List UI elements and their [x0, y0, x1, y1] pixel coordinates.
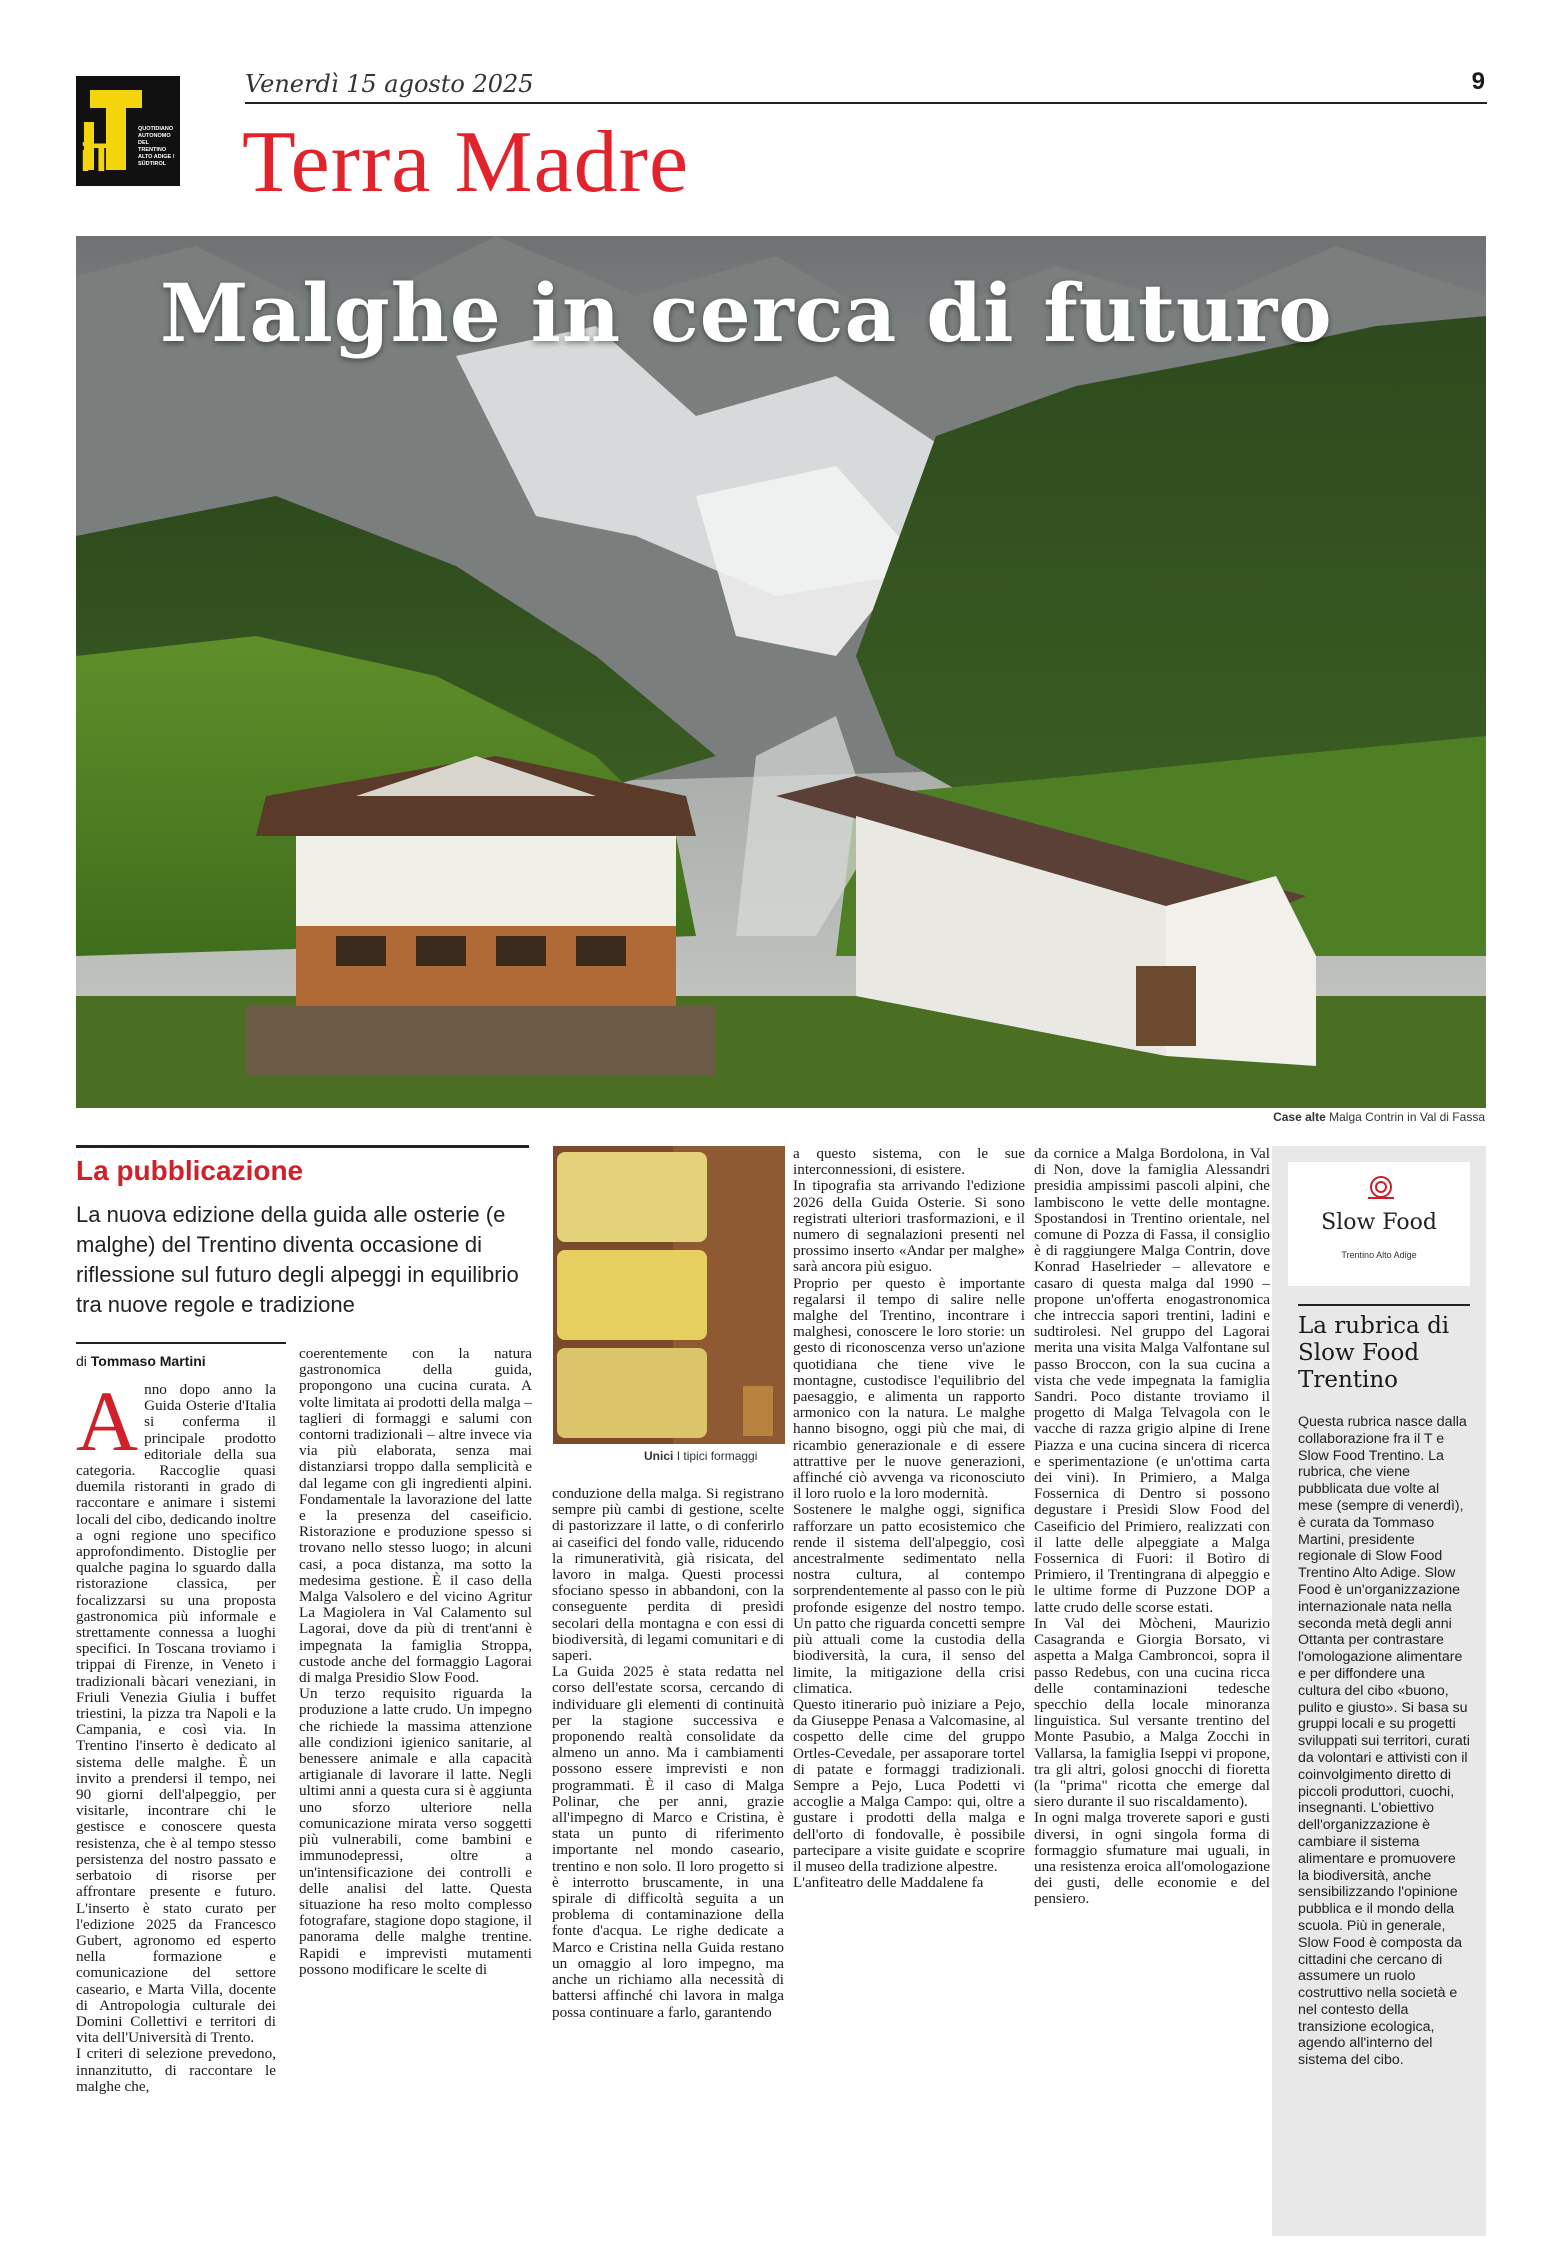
- article-column-5: da cornice a Malga Bordolona, in Val di Non, dove la famiglia Alessandri presidia ampissimi pascoli alpini, che lambiscono le vette delle montagne. Spostandosi in Trentino orientale, nel comune di Pozza di Fassa, il consiglio è di raggiungere Malga Contrin, dove Konrad Haselrieder – allevatore e casaro di questa malga dal 1990 – propone un'offerta enogastronomica che intreccia sapori trentini, ladini e sudtirolesi. Nel gruppo del Lagorai merita una visita Malga Valfontane sul passo Broccon, con la sua cucina a vista che vede impegnata la famiglia Sandri. Poco distante troviamo il progetto di Malga Telvagola con le vacche di razza grigio alpine di Irene Piazza e una cucina sincera di ricerca e sperimentazione (e un'ottima carta dei vini). In Primiero, a Malga Fossernica di Dentro si possono degustare i Presìdi Slow Food del Caseificio del Primiero, realizzati con il latte delle alpeggiate a Malga Fossernica di Fuori: il Botìro di Primiero, il Trentingrana di alpeggio e le ultime forme di Puzzone DOP a latte crudo delle scorse estati. In Val dei Mòcheni, Maurizio Casagranda e Giorgia Borsato, vi aspetta a Malga Cambroncoi, sopra il passo Redebus, con una cucina ricca delle contaminazioni tedesche specchio della locale minoranza linguistica. Sul versante trentino del Monte Pasubio, a Malga Zocchi in Vallarsa, la famiglia Iseppi vi propone, tra gli altri, golosi gnocchi di fioretta (la "prima" ricotta che emerge dal siero durante il suo riscaldamento). In ogni malga troverete sapori e gusti diversi, in ogni singola forma di formaggio sfumature mai uguali, in una resistenza eroica all'omologazione dei gusti, delle economie e del pensiero.: [1034, 1146, 1270, 1908]
- headline: Malghe in cerca di futuro: [160, 266, 1333, 360]
- kicker: La pubblicazione: [76, 1155, 304, 1186]
- slow-food-region: Trentino Alto Adige: [1341, 1250, 1417, 1260]
- article-column-1: [76, 1382, 276, 2232]
- cheese-caption: [644, 1449, 757, 1463]
- cheese-caption-label: Unici: [644, 1449, 674, 1463]
- cheese-caption-text: I tipici formaggi: [676, 1449, 758, 1463]
- snail-icon: [1366, 1174, 1396, 1200]
- issue-date: Venerdì 15 agosto 2025: [245, 70, 534, 98]
- article-column-4: a questo sistema, con le sue interconnessioni, di esistere. In tipografia sta arrivando l'edizione 2026 della Guida Osterie. Si sono registrati ulteriori trasformazioni, e il numero di segnalazioni presenti nel prossimo inserto «Andar per malghe» sarà ancora più esiguo. Proprio per questo è importante regalarsi il tempo di salire nelle malghe del Trentino, incontrare i malghesi, conoscere le loro storie: un gesto di riconoscenza verso un'azione quotidiana che tiene vive le montagne, custodisce l'equilibrio del paesaggio, e alimenta un rapporto armonico con la natura. Le malghe hanno bisogno, oggi più che mai, di ricambio generazionale e di essere attrattive per le nuove generazioni, affinché ciò avvenga va riconosciuto il loro ruolo e la loro modernità. Sostenere le malghe oggi, significa rafforzare un patto ecosistemico che rende il sistema dell'alpeggio, così ancestralmente sedimentato nella nostra cultura, al contempo sorprendentemente al passo con le più profonde esigenze del nostro tempo. Un patto che riguarda concetti sempre più attuali come la custodia della biodiversità, la cura, il senso del limite, la mitigazione della crisi climatica. Questo itinerario può iniziare a Pejo, da Giuseppe Penasa a Valcomasine, al cospetto delle cime del gruppo Ortles-Cevedale, per assaporare tortel di patate e formaggi tradizionali. Sempre a Pejo, Luca Podetti vi accoglie a Malga Campo: qui, oltre a gustare i prodotti della malga e dell'orto di fondovalle, è possibile partecipare a visite guidate e scoprire il museo della tradizione alpestre. L'anfiteatro delle Maddalene fa: [793, 1146, 1025, 1892]
- slow-food-logo: [1288, 1162, 1470, 1286]
- sidebar-body: Questa rubrica nasce dalla collaborazione fra il T e Slow Food Trentino. La rubrica, che viene pubblicata due volte al mese (sempre di venerdì), è curata da Tommaso Martini, presidente regionale di Slow Food Trentino Alto Adige. Slow Food è un'organizzazione internazionale nata nella seconda metà degli anni Ottanta per contrastare l'omologazione alimentare e per diffondere una cultura del cibo «buono, pulito e giusto». Si basa su gruppi locali e su progetti sviluppati sui territori, curati da volontari e attivisti con il coinvolgimento diretto di piccoli produttori, cuochi, insegnanti. L'obiettivo dell'organizzazione è cambiare il sistema alimentare e promuovere la biodiversità, anche sensibilizzando l'opinione pubblica e il mondo della scuola. Più in generale, Slow Food è composta da cittadini che cercano di assumere un ruolo costruttivo nella società e nel contesto della transizione ecologica, agendo all'interno del sistema del cibo.: [1298, 1414, 1470, 2069]
- main-photo: [76, 236, 1486, 1108]
- column-1-text: nno dopo anno la Guida Osterie d'Italia si conferma il principale prodotto editoriale della sua categoria. Raccoglie quasi duemila ristoranti in grado di raccontare e animare i sistemi locali del cibo, dedicando inoltre a ogni regione uno specifico approfondimento. Distoglie per qualche pagina lo sguardo dalla ristorazione classica, per focalizzarsi su una proposta gastronomica più informale e strettamente connessa a luoghi specifici. In Toscana troviamo i trippai di Firenze, in Veneto i tradizionali bàcari veneziani, in Friuli Venezia Giulia i buffet triestini, la pizza tra Napoli e la Campania, e così via. In Trentino l'inserto è dedicato al sistema delle malghe. È un invito a prendersi il tempo, nei 90 giorni dell'alpeggio, per visitarle, incontrare chi le gestisce e conoscere questa resistenza, che è al tempo stesso persistenza del nostro passato e serbatoio di risorse per affrontare presente e futuro. L'inserto è stato curato per l'edizione 2025 da Francesco Gubert, agronomo ed esperto nella formazione e comunicazione del settore caseario, e Marta Villa, docente di Antropologia culturale dei Domini Collettivi e territori di vita dell'Università di Trento. I criteri di selezione prevedono, innanzitutto, di raccontare le malghe che,: [76, 1382, 276, 2095]
- sidebar-title: La rubrica di Slow Food Trentino: [1298, 1313, 1450, 1393]
- caption-text: Malga Contrin in Val di Fassa: [1329, 1110, 1485, 1124]
- byline-prefix: di: [76, 1353, 87, 1369]
- article-column-3: conduzione della malga. Si registrano sempre più cambi di gestione, scelte di pastorizzare il latte, o di conferirlo ai caseifici del fondo valle, riducendo la rimuneratività, già risicata, del lavoro in malga. Questi processi sfociano spesso in abbandoni, con la conseguente perdita di presìdi secolari della montagna e con essi di biodiversità, di legami comunitari e di saperi. La Guida 2025 è stata redatta nel corso dell'estate scorsa, cercando di individuare gli elementi di continuità per la stagione successiva e proponendo realtà consolidate da almeno un anno. Ma i cambiamenti possono essere imprevisti e non programmati. È il caso di Malga Polinar, che per anni, grazie all'impegno di Marco e Cristina, è stata un punto di riferimento importante nel mondo caseario, trentino e non solo. Il loro progetto si è interrotto bruscamente, in una spirale di difficoltà seguita a un problema di contaminazione della fonte d'acqua. Le righe dedicate a Marco e Cristina nella Guida restano un omaggio al loro impegno, ma anche un richiamo alla necessità di battersi affinché chi lavora in malga possa continuare a farlo, garantendo: [552, 1486, 784, 2021]
- newspaper-logo: [76, 76, 180, 186]
- drop-cap: A: [76, 1382, 139, 1469]
- slow-food-name: Slow Food: [1321, 1210, 1437, 1235]
- kicker-rule: [76, 1145, 529, 1148]
- caption-label: Case alte: [1273, 1110, 1326, 1124]
- byline: [76, 1353, 206, 1369]
- photo-caption: [1273, 1110, 1485, 1124]
- byline-rule: [76, 1342, 286, 1344]
- byline-author: Tommaso Martini: [90, 1353, 206, 1369]
- logo-letters: iT: [80, 136, 112, 180]
- article-column-2: coerentemente con la natura gastronomica della guida, propongono una cucina curata. A volte limitata ai prodotti della malga – taglieri di formaggi e salumi con contorni tradizionali – altre invece via via più elaborata, senza mai distanziarsi troppo dalla semplicità e dal legame con gli ingredienti alpini. Fondamentale la lavorazione del latte e la presenza del caseificio. Ristorazione e produzione spesso si trovano nello stesso luogo; in alcuni casi, a poca distanza, ma sotto la medesima gestione. È il caso della Malga Valsolero e del vicino Agritur La Magiolera in Val Calamento sul Lagorai, dove da più di trent'anni è impegnata la famiglia Stroppa, custode anche del formaggio Lagorai di malga Presidio Slow Food. Un terzo requisito riguarda la produzione a latte crudo. Un impegno che richiede la massima attenzione alle condizioni igienico sanitarie, al benessere animale e alla capacità artigianale di lavorare il latte. Negli ultimi anni a questa cura si è aggiunta uno sforzo ulteriore nella comunicazione mirata verso soggetti più vulnerabili, come bambini e immunodepressi, oltre a un'intensificazione dei controlli e delle analisi del latte. Questa situazione ha reso molto complesso fotografare, stagione dopo stagione, il panorama delle malghe trentine. Rapidi e imprevisti mutamenti possono modificare le scelte di: [299, 1346, 532, 1978]
- section-title: Terra Madre: [242, 114, 690, 211]
- page-number: 9: [1471, 68, 1485, 95]
- subheadline: La nuova edizione della guida alle osterie (e malghe) del Trentino diventa occasione di riflessione sul futuro degli alpeggi in equilibrio tra nuove regole e tradizione: [76, 1202, 519, 1317]
- sidebar-rule: [1298, 1304, 1470, 1306]
- logo-text: QUOTIDIANO AUTONOMO DEL TRENTINO ALTO ADIGE / SÜDTIROL: [138, 126, 175, 167]
- header-rule: [245, 102, 1487, 104]
- cheese-photo: [553, 1146, 785, 1444]
